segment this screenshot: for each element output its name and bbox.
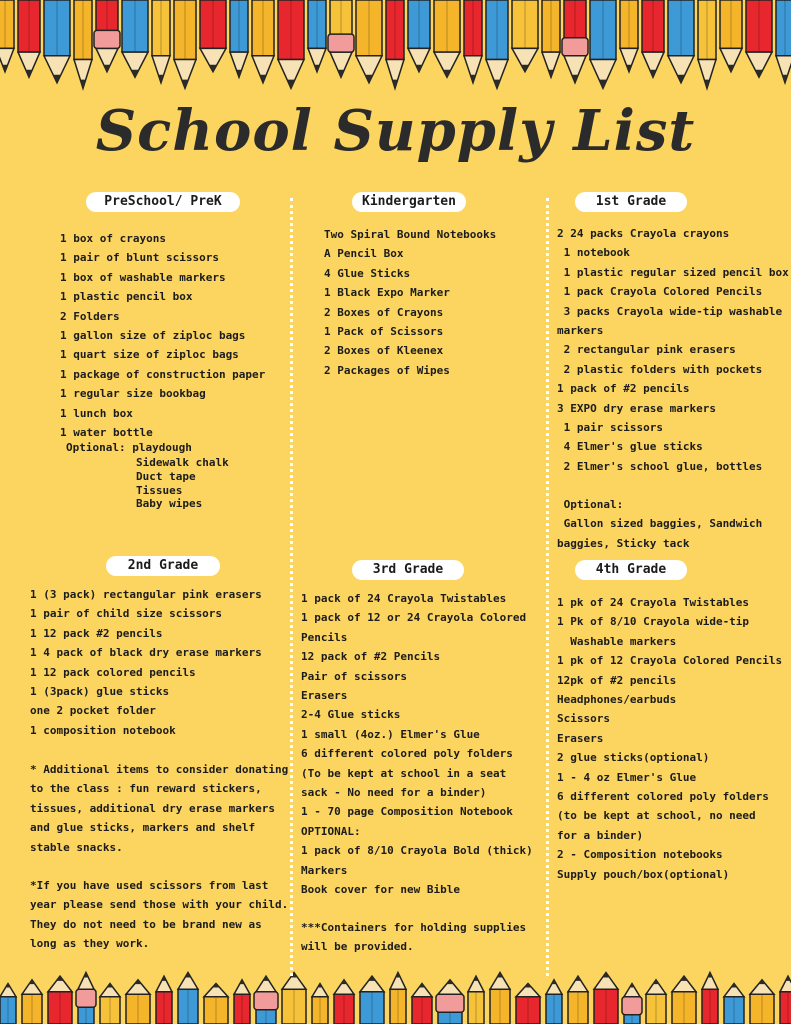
list-item: 1 gallon size of ziploc bags bbox=[60, 329, 246, 343]
note-line: to the class : fun reward stickers, bbox=[30, 782, 262, 796]
pencil-icon bbox=[328, 0, 354, 77]
list-item: 2 Folders bbox=[60, 309, 120, 323]
list-item: 1 - 70 page Composition Notebook bbox=[301, 805, 513, 819]
pencil-icon bbox=[156, 976, 172, 1024]
pencil-icon bbox=[412, 984, 432, 1024]
second-grade-note-2 bbox=[30, 876, 288, 954]
list-item: 1 Black Expo Marker bbox=[324, 286, 450, 300]
pencil-icon bbox=[230, 0, 248, 77]
page-title: School Supply List bbox=[95, 98, 696, 164]
pencil-icon bbox=[234, 980, 250, 1024]
pencil-icon bbox=[746, 0, 772, 77]
pencil-icon bbox=[386, 0, 404, 88]
pencil-icon bbox=[516, 984, 540, 1024]
list-item: 1 pack of 8/10 Crayola Bold (thick) bbox=[301, 844, 533, 858]
list-item: 2 Boxes of Crayons bbox=[324, 305, 444, 319]
second-grade-list bbox=[30, 585, 262, 740]
pencil-icon bbox=[204, 984, 228, 1024]
list-item: 1 pair scissors bbox=[557, 421, 663, 435]
list-item: 12pk of #2 pencils bbox=[557, 673, 677, 687]
preschool-optional-list bbox=[136, 456, 229, 511]
list-item: 1 pack of 12 or 24 Crayola Colored bbox=[301, 611, 527, 625]
pencil-icon bbox=[776, 0, 791, 83]
pencil-icon bbox=[546, 980, 562, 1024]
pencil-icon bbox=[122, 0, 148, 77]
list-item: 1 12 pack #2 pencils bbox=[30, 626, 163, 640]
list-item: OPTIONAL: bbox=[301, 824, 361, 838]
list-item: 1 Pack of Scissors bbox=[324, 325, 444, 339]
column-divider-right bbox=[546, 198, 549, 976]
pencil-icon bbox=[486, 0, 508, 88]
note-line: will be provided. bbox=[301, 940, 414, 954]
pencil-icon bbox=[100, 984, 120, 1024]
pencil-icon bbox=[282, 972, 306, 1024]
list-item: 1 pair of child size scissors bbox=[30, 607, 223, 621]
list-item: 1 regular size bookbag bbox=[60, 387, 206, 401]
list-item: Supply pouch/box(optional) bbox=[557, 867, 730, 881]
pencil-icon bbox=[252, 0, 274, 83]
pencil-icon bbox=[590, 0, 616, 88]
list-item: 1 plastic regular sized pencil box bbox=[557, 265, 789, 279]
list-item: 1 lunch box bbox=[60, 406, 133, 420]
list-item: 1 pack Crayola Colored Pencils bbox=[557, 285, 763, 299]
first-grade-list bbox=[557, 224, 789, 476]
note-line: * Additional items to consider donating bbox=[30, 763, 289, 776]
list-item: 2 - Composition notebooks bbox=[557, 848, 723, 862]
list-item: 1 composition notebook bbox=[30, 723, 176, 737]
note-line: tissues, additional dry erase markers bbox=[30, 801, 276, 815]
pencil-icon bbox=[334, 980, 354, 1024]
list-item: 2-4 Glue sticks bbox=[301, 708, 401, 722]
list-item: 2 glue sticks(optional) bbox=[557, 751, 710, 765]
column-divider-left bbox=[290, 198, 293, 976]
pencil-icon bbox=[434, 0, 460, 77]
preschool-optional-label: Optional: playdough bbox=[66, 441, 192, 454]
note-line: year please send those with your child. bbox=[30, 898, 289, 912]
pencil-icon bbox=[646, 980, 666, 1024]
list-item: Pencils bbox=[301, 630, 348, 644]
pencil-icon bbox=[178, 972, 198, 1024]
pencil-icon bbox=[200, 0, 226, 72]
pencil-icon bbox=[594, 972, 618, 1024]
pencil-icon bbox=[0, 0, 14, 72]
second-grade-note-1 bbox=[30, 760, 288, 857]
pencil-icon bbox=[490, 972, 510, 1024]
pencil-icon bbox=[254, 976, 278, 1024]
list-item: 2 Boxes of Kleenex bbox=[324, 344, 444, 358]
pencil-icon bbox=[356, 0, 382, 83]
note-line: stable snacks. bbox=[30, 840, 123, 854]
note-line: and glue sticks, markers and shelf bbox=[30, 821, 256, 835]
pencil-icon bbox=[642, 0, 664, 77]
list-item: A Pencil Box bbox=[324, 247, 404, 261]
fourth-grade-list bbox=[557, 593, 782, 884]
list-item: sack - No need for a binder) bbox=[301, 786, 487, 800]
pencil-icon bbox=[668, 0, 694, 83]
list-item: 1 pair of blunt scissors bbox=[60, 251, 219, 265]
pencil-icon bbox=[278, 0, 304, 88]
list-item: 1 quart size of ziploc bags bbox=[60, 348, 239, 362]
pencil-icon bbox=[22, 980, 42, 1024]
third-grade-heading: 3rd Grade bbox=[352, 560, 464, 580]
list-item: 1 pk of 12 Crayola Colored Pencils bbox=[557, 654, 783, 668]
pencil-icon bbox=[94, 0, 120, 72]
optional-line: Gallon sized baggies, Sandwich bbox=[557, 517, 763, 531]
pencil-icon bbox=[308, 0, 326, 72]
list-item: 1 - 4 oz Elmer's Glue bbox=[557, 770, 697, 784]
pencil-icon bbox=[512, 0, 538, 72]
preschool-list bbox=[60, 229, 265, 442]
list-item: 3 packs Crayola wide-tip washable bbox=[557, 304, 783, 318]
pencil-icon bbox=[76, 972, 96, 1024]
list-item: 3 EXPO dry erase markers bbox=[557, 401, 716, 415]
list-item: Headphones/earbuds bbox=[557, 693, 677, 707]
pencil-icon bbox=[18, 0, 40, 77]
pencil-icon bbox=[780, 976, 791, 1024]
list-item: (to be kept at school, no need bbox=[557, 809, 756, 823]
list-item: Scissors bbox=[557, 712, 610, 726]
pencil-icon bbox=[408, 0, 430, 72]
pencil-icon bbox=[724, 984, 744, 1024]
list-item: 6 different colored poly folders bbox=[557, 790, 769, 804]
optional-item: Tissues bbox=[136, 483, 183, 497]
pencil-icon bbox=[622, 984, 642, 1024]
list-item: 1 (3 pack) rectangular pink erasers bbox=[30, 588, 262, 601]
pencil-icon bbox=[620, 0, 638, 72]
list-item: 12 pack of #2 Pencils bbox=[301, 650, 441, 664]
list-item: 4 Glue Sticks bbox=[324, 266, 411, 280]
note-line: long as they work. bbox=[30, 937, 150, 951]
pencil-icon bbox=[44, 0, 70, 83]
list-item: 1 pk of 24 Crayola Twistables bbox=[557, 596, 750, 609]
list-item: 1 notebook bbox=[557, 246, 630, 260]
list-item: 1 Pk of 8/10 Crayola wide-tip bbox=[557, 615, 750, 629]
pencil-icon bbox=[436, 980, 464, 1024]
list-item: 1 water bottle bbox=[60, 426, 153, 440]
pencil-border-bottom bbox=[0, 968, 791, 1024]
list-item: markers bbox=[557, 324, 604, 338]
list-item: 1 small (4oz.) Elmer's Glue bbox=[301, 727, 480, 741]
first-grade-optional-label: Optional: bbox=[557, 498, 624, 511]
pencil-icon bbox=[152, 0, 170, 83]
list-item: Washable markers bbox=[557, 634, 677, 648]
list-item: (To be kept at school in a seat bbox=[301, 766, 507, 780]
list-item: 1 box of crayons bbox=[60, 232, 166, 245]
first-grade-heading: 1st Grade bbox=[575, 192, 687, 212]
pencil-icon bbox=[468, 976, 484, 1024]
list-item: 6 different colored poly folders bbox=[301, 747, 513, 761]
list-item: 2 24 packs Crayola crayons bbox=[557, 227, 730, 240]
pencil-icon bbox=[48, 976, 72, 1024]
second-grade-heading: 2nd Grade bbox=[106, 556, 220, 576]
list-item: for a binder) bbox=[557, 828, 644, 842]
pencil-icon bbox=[0, 984, 16, 1024]
preschool-heading: PreSchool/ PreK bbox=[86, 192, 240, 212]
list-item: 2 plastic folders with pockets bbox=[557, 362, 763, 376]
pencil-icon bbox=[720, 0, 742, 72]
optional-item: Sidewalk chalk bbox=[136, 456, 229, 469]
pencil-icon bbox=[464, 0, 482, 83]
list-item: Book cover for new Bible bbox=[301, 883, 460, 897]
list-item: 1 plastic pencil box bbox=[60, 290, 193, 304]
list-item: Two Spiral Bound Notebooks bbox=[324, 228, 497, 241]
list-item: 2 Packages of Wipes bbox=[324, 363, 450, 377]
note-line: ***Containers for holding supplies bbox=[301, 921, 527, 934]
pencil-icon bbox=[360, 976, 384, 1024]
fourth-grade-heading: 4th Grade bbox=[575, 560, 687, 580]
pencil-icon bbox=[126, 980, 150, 1024]
pencil-icon bbox=[568, 976, 588, 1024]
list-item: one 2 pocket folder bbox=[30, 704, 156, 718]
kindergarten-heading: Kindergarten bbox=[352, 192, 466, 212]
pencil-icon bbox=[698, 0, 716, 88]
pencil-icon bbox=[672, 976, 696, 1024]
list-item: Pair of scissors bbox=[301, 669, 407, 683]
note-line: They do not need to be brand new as bbox=[30, 917, 262, 931]
list-item: 1 12 pack colored pencils bbox=[30, 665, 196, 679]
list-item: 1 package of construction paper bbox=[60, 367, 266, 381]
pencil-icon bbox=[750, 980, 774, 1024]
list-item: 1 4 pack of black dry erase markers bbox=[30, 646, 262, 660]
pencil-icon bbox=[74, 0, 92, 88]
pencil-icon bbox=[174, 0, 196, 88]
pencil-icon bbox=[702, 972, 718, 1024]
kindergarten-list bbox=[324, 225, 496, 380]
list-item: Markers bbox=[301, 863, 348, 877]
list-item: 4 Elmer's glue sticks bbox=[557, 440, 703, 454]
optional-item: Duct tape bbox=[136, 469, 196, 483]
pencil-icon bbox=[562, 0, 588, 83]
pencil-icon bbox=[542, 0, 560, 77]
list-item: 2 rectangular pink erasers bbox=[557, 343, 736, 357]
list-item: 1 (3pack) glue sticks bbox=[30, 685, 170, 699]
third-grade-note bbox=[301, 918, 526, 957]
third-grade-list bbox=[301, 589, 533, 900]
list-item: Erasers bbox=[301, 689, 348, 703]
list-item: Erasers bbox=[557, 731, 604, 745]
list-item: 1 pack of 24 Crayola Twistables bbox=[301, 592, 507, 605]
list-item: 2 Elmer's school glue, bottles bbox=[557, 459, 763, 473]
optional-line: baggies, Sticky tack bbox=[557, 536, 690, 550]
optional-item: Baby wipes bbox=[136, 497, 203, 511]
first-grade-optional bbox=[557, 495, 762, 553]
pencil-icon bbox=[390, 972, 406, 1024]
pencil-border-top bbox=[0, 0, 791, 100]
list-item: 1 box of washable markers bbox=[60, 270, 226, 284]
note-line: *If you have used scissors from last bbox=[30, 879, 269, 892]
list-item: 1 pack of #2 pencils bbox=[557, 382, 690, 396]
pencil-icon bbox=[312, 984, 328, 1024]
